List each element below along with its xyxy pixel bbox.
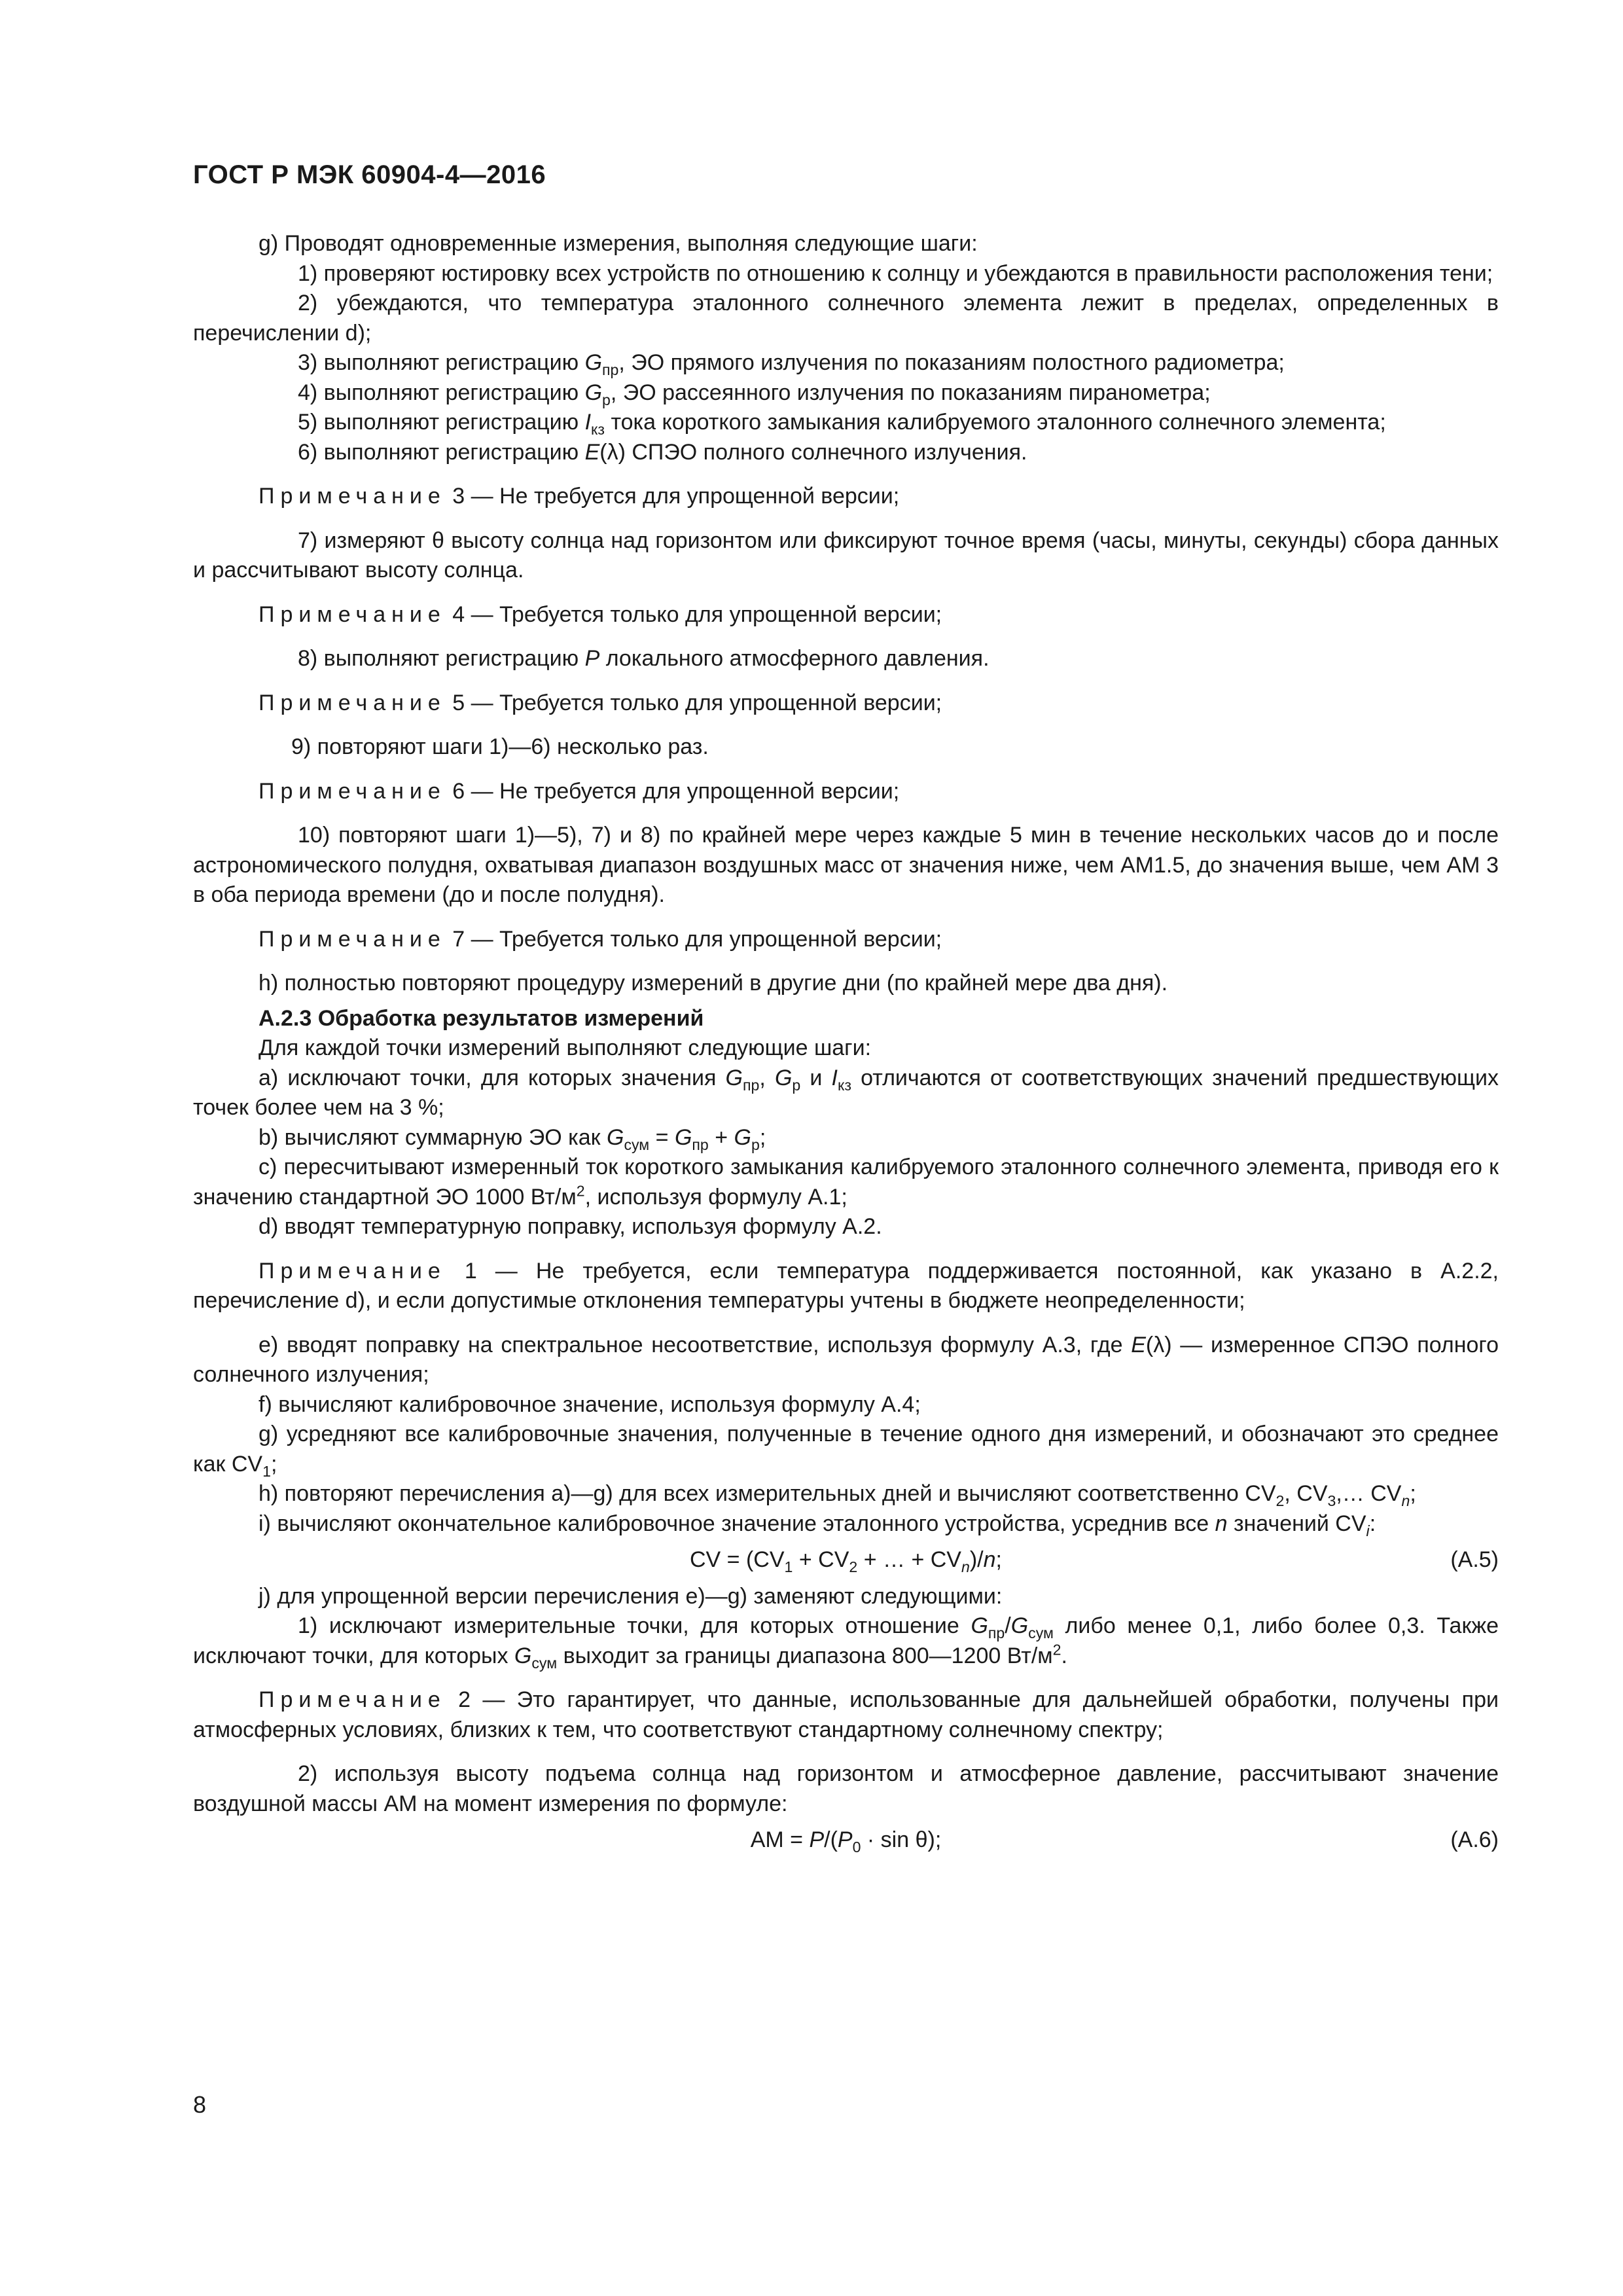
paragraph: f) вычисляют калибровочное значение, используя формулу А.4; xyxy=(259,1391,921,1417)
paragraph: 9) повторяют шаги 1)—6) несколько раз. xyxy=(291,734,709,759)
note-paragraph: Примечание 7 — Требуется только для упрощенной версии; xyxy=(259,926,942,952)
paragraph: 2) используя высоту подъема солнца над горизонтом и атмосферное давление, рассчитывают значение воздушной массы АМ на момент измерения по формуле: xyxy=(193,1761,1499,1816)
formula: АМ = $P/(P_0 \cdot \sin \theta)$; (А.6) xyxy=(750,1827,1499,1856)
paragraph: 7) измеряют θ высоту солнца над горизонтом или фиксируют точное время (часы, минуты, секунды) сбора данных и рассчитывают высоту солнца. xyxy=(193,528,1499,583)
paragraph: c) пересчитывают измеренный ток короткого замыкания калибруемого эталонного солнечного элемента, приводя его к значению стандартной ЭО 1000 $Вт/м^2$, используя формулу А.1; xyxy=(193,1155,1499,1210)
note-paragraph: Примечание 2 — Это гарантирует, что данные, использованные для дальнейшей обработки, получены при атмосферных условиях, близких к тем, что соответствуют стандартному солнечному спектру; xyxy=(193,1687,1499,1742)
note-paragraph: Примечание 3 — Не требуется для упрощенной версии; xyxy=(259,484,900,509)
paragraph: 1) проверяют юстировку всех устройств по отношению к солнцу и убеждаются в правильности расположения тени; xyxy=(298,260,1493,286)
paragraph: 1) исключают измерительные точки, для которых отношение $G_{пр}/G_{сум}$ либо менее 0,1, либо более 0,3. Также исключают точки, для которых $G_{сум}$ выходит за границы диапазона 800—1200 $Вт/м^2$. xyxy=(193,1613,1499,1672)
paragraph: 5) выполняют регистрацию $I_{кз}$ тока короткого замыкания калибруемого эталонного солнечного элемента; xyxy=(298,410,1386,438)
paragraph: e) вводят поправку на спектральное несоответствие, используя формулу А.3, где E(λ) — измеренное СПЭО полного солнечного излучения; xyxy=(193,1332,1499,1387)
note-paragraph: Примечание 1 — Не требуется, если температура поддерживается постоянной, как указано в А.2.2, перечисление d), и если допустимые отклонения температуры учтены в бюджете неопределенности; xyxy=(193,1258,1499,1313)
note-paragraph: Примечание 6 — Не требуется для упрощенной версии; xyxy=(259,778,900,804)
note-paragraph: Примечание 4 — Требуется только для упрощенной версии; xyxy=(259,601,942,627)
paragraph: 3) выполняют регистрацию $G_{пр}$, ЭО прямого излучения по показаниям полостного радиометра; xyxy=(298,350,1285,378)
paragraph: 10) повторяют шаги 1)—5), 7) и 8) по крайней мере через каждые 5 мин в течение нескольких часов до и после астрономического полудня, охватывая диапазон воздушных масс от значения ниже, чем AM1.5, до значения выше, чем AM 3 в оба периода времени (до и после полудня). xyxy=(193,823,1499,907)
formula: CV = ($CV_1 + CV_2$ + … + $CV_n)/n$; (А.5) xyxy=(690,1547,1499,1575)
paragraph: a) исключают точки, для которых значения $G_{пр}$, $G_р$ и $I_{кз}$ отличаются от соответствующих значений предшествующих точек более чем на 3 %; xyxy=(193,1065,1499,1120)
paragraph: 8) выполняют регистрацию P локального атмосферного давления. xyxy=(298,646,990,671)
paragraph: j) для упрощенной версии перечисления е)—g) заменяют следующими: xyxy=(259,1583,1003,1609)
paragraph: 2) убеждаются, что температура эталонного солнечного элемента лежит в пределах, определенных в перечислении d); xyxy=(193,291,1499,346)
note-paragraph: Примечание 5 — Требуется только для упрощенной версии; xyxy=(259,690,942,715)
paragraph: h) повторяют перечисления а)—g) для всех измерительных дней и вычисляют соответственно $CV_2$, $CV_3,\dots$ $CV_n$; xyxy=(259,1481,1416,1509)
paragraph: h) полностью повторяют процедуру измерений в другие дни (по крайней мере два дня). xyxy=(259,971,1168,996)
paragraph: i) вычисляют окончательное калибровочное значение эталонного устройства, усреднив все n значений $CV_i$: xyxy=(259,1511,1376,1539)
page-number: 8 xyxy=(193,2091,207,2118)
paragraph: g) усредняют все калибровочные значения, полученные в течение одного дня измерений, и обозначают это среднее как $CV_1$; xyxy=(193,1422,1499,1480)
page-header-standard-id: ГОСТ Р МЭК 60904-4—2016 xyxy=(193,160,546,189)
paragraph: b) вычисляют суммарную ЭО как $G_{сум} = G_{пр} + G_р$; xyxy=(259,1124,766,1153)
paragraph: 6) выполняют регистрацию E(λ) СПЭО полного солнечного излучения. xyxy=(298,439,1027,465)
section-heading: А.2.3 Обработка результатов измерений xyxy=(259,1005,704,1031)
paragraph: g) Проводят одновременные измерения, выполняя следующие шаги: xyxy=(259,231,978,256)
paragraph: 4) выполняют регистрацию $G_р$, ЭО рассеянного излучения по показаниям пиранометра; xyxy=(298,380,1211,408)
document-body xyxy=(193,229,1499,1862)
paragraph: Для каждой точки измерений выполняют следующие шаги: xyxy=(259,1035,872,1060)
paragraph: d) вводят температурную поправку, используя формулу А.2. xyxy=(259,1214,882,1239)
